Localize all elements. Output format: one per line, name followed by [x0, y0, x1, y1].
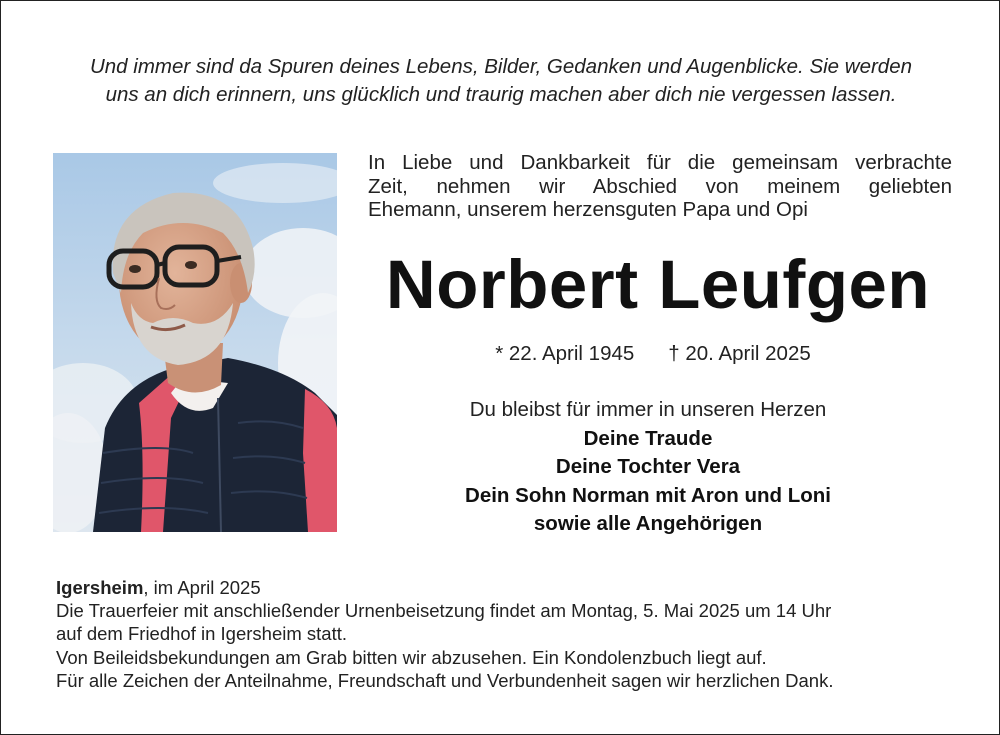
portrait-illustration	[53, 153, 337, 532]
date-suffix: , im April 2025	[143, 577, 261, 598]
quote-line: uns an dich erinnern, uns glücklich und traurig machen aber dich nie vergessen lassen.	[105, 83, 897, 106]
intro-text	[368, 151, 952, 222]
footer-line: Die Trauerfeier mit anschließender Urnenbeisetzung findet am Montag, 5. Mai 2025 um 14 Uhr	[56, 600, 832, 622]
farewell-block	[363, 396, 933, 539]
footer-line: Von Beileidsbekundungen am Grab bitten wir abzusehen. Ein Kondolenzbuch liegt auf.	[56, 646, 767, 668]
service-details	[56, 576, 956, 692]
intro-line: Ehemann, unserem herzensguten Papa und Opi	[368, 198, 808, 221]
quote-line: Und immer sind da Spuren deines Lebens, Bilder, Gedanken und Augenblicke. Sie werden	[89, 55, 913, 78]
intro-line: Zeit, nehmen wir Abschied von meinem geliebten	[368, 174, 952, 198]
mourner-name: Dein Sohn Norman mit Aron und Loni	[465, 483, 831, 507]
birth-date: * 22. April 1945	[495, 342, 635, 365]
place-name: Igersheim	[56, 577, 144, 598]
mourner-name: sowie alle Angehörigen	[533, 512, 763, 535]
footer-line: Für alle Zeichen der Anteilnahme, Freundschaft und Verbundenheit sagen wir herzlichen Dank.	[56, 669, 834, 691]
portrait-photo	[53, 153, 337, 532]
footer-line: auf dem Friedhof in Igersheim statt.	[56, 623, 347, 645]
place-date-line	[56, 576, 956, 599]
death-date: † 20. April 2025	[668, 342, 811, 365]
farewell-line: Du bleibst für immer in unseren Herzen	[469, 398, 827, 421]
intro-line: In Liebe und Dankbarkeit für die gemeinsam verbrachte	[368, 151, 952, 174]
deceased-name: Norbert Leufgen	[385, 246, 931, 323]
mourner-name: Deine Tochter Vera	[555, 455, 741, 478]
life-dates	[363, 341, 943, 367]
opening-quote	[1, 53, 1000, 109]
mourner-name: Deine Traude	[583, 426, 713, 450]
